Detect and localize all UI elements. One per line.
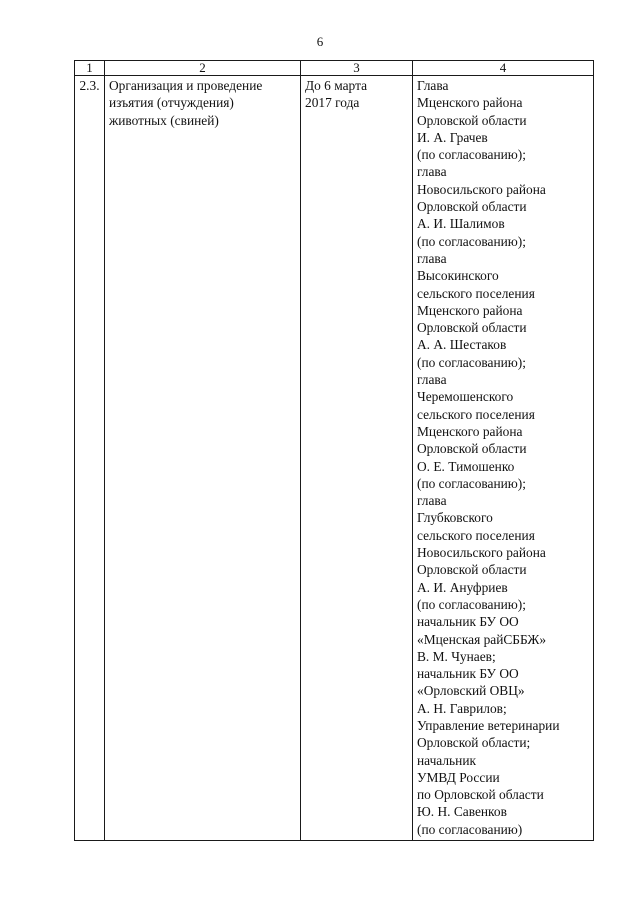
activity-line: изъятия (отчуждения) <box>109 95 234 111</box>
responsible-line: Орловской области <box>417 112 527 128</box>
responsible-line: Орловской области; <box>417 735 531 751</box>
responsible-line: начальник БУ ОО <box>417 666 519 682</box>
responsible-line: (по согласованию); <box>417 354 526 370</box>
responsible-line: «Мценская райСББЖ» <box>417 631 547 647</box>
responsible-line: сельского поселения <box>417 527 535 543</box>
responsible-line: Орловской области <box>417 562 527 578</box>
responsible-line: Высокинского <box>417 268 499 284</box>
responsible-line: глава <box>417 164 447 180</box>
responsible-line: глава <box>417 250 447 266</box>
responsible-line: Мценского района <box>417 423 523 439</box>
responsible-line: «Орловский ОВЦ» <box>417 683 525 699</box>
responsible-line: Мценского района <box>417 302 523 318</box>
responsible-line: И. А. Грачев <box>417 129 488 145</box>
table-row <box>75 76 594 841</box>
deadline-line: 2017 года <box>305 95 360 111</box>
responsible-line: Ю. Н. Савенков <box>417 804 507 820</box>
table-header-row <box>75 61 594 76</box>
column-header-3: 3 <box>301 61 413 76</box>
responsible-line: Новосильского района <box>417 181 546 197</box>
activity-line: животных (свиней) <box>109 112 219 128</box>
deadline-line: До 6 марта <box>305 78 368 93</box>
responsible-cell <box>413 76 594 841</box>
column-header-4: 4 <box>413 61 594 76</box>
responsible-line: Новосильского района <box>417 545 546 561</box>
measures-table <box>74 60 594 841</box>
page-number: 6 <box>316 34 324 49</box>
activity-line: Организация и проведение <box>109 78 263 93</box>
responsible-line: сельского поселения <box>417 285 535 301</box>
activity-cell <box>105 76 301 841</box>
responsible-line: Орловской области <box>417 441 527 457</box>
responsible-line: (по согласованию); <box>417 596 526 612</box>
responsible-line: А. И. Шалимов <box>417 216 505 232</box>
responsible-line: О. Е. Тимошенко <box>417 458 515 474</box>
responsible-line: Управление ветеринарии <box>417 717 560 733</box>
responsible-line: А. И. Ануфриев <box>417 579 508 595</box>
responsible-line: сельского поселения <box>417 406 535 422</box>
deadline-cell <box>301 76 413 841</box>
column-header-1: 1 <box>75 61 105 76</box>
responsible-line: УМВД России <box>417 769 500 785</box>
responsible-line: глава <box>417 372 447 388</box>
responsible-line: начальник <box>417 752 476 768</box>
responsible-line: по Орловской области <box>417 787 544 803</box>
row-number-cell: 2.3. <box>75 76 105 841</box>
column-header-2: 2 <box>105 61 301 76</box>
responsible-line: (по согласованию); <box>417 475 526 491</box>
responsible-line: (по согласованию); <box>417 147 526 163</box>
responsible-line: Мценского района <box>417 95 523 111</box>
responsible-line: Черемошенского <box>417 389 514 405</box>
responsible-line: Глубковского <box>417 510 493 526</box>
responsible-line: А. Н. Гаврилов; <box>417 700 507 716</box>
responsible-line: (по согласованию) <box>417 821 523 837</box>
responsible-line: Глава <box>417 78 449 93</box>
responsible-line: глава <box>417 493 447 509</box>
responsible-line: (по согласованию); <box>417 233 526 249</box>
responsible-line: В. М. Чунаев; <box>417 648 496 664</box>
responsible-line: Орловской области <box>417 199 527 215</box>
responsible-line: начальник БУ ОО <box>417 614 519 630</box>
responsible-line: А. А. Шестаков <box>417 337 507 353</box>
responsible-line: Орловской области <box>417 320 527 336</box>
